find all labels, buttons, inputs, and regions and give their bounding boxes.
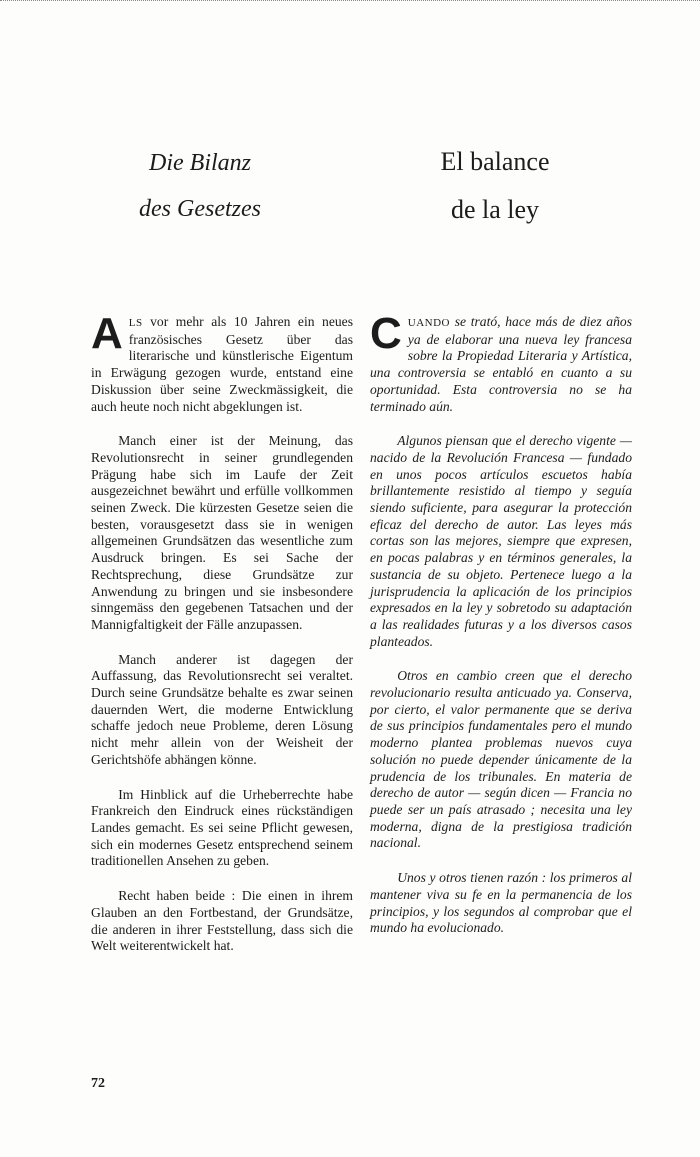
top-rule — [0, 0, 700, 3]
german-paragraph-1 — [91, 309, 353, 415]
german-lead-word: LS — [128, 317, 143, 329]
german-dropcap: A — [91, 309, 123, 358]
page-number: 72 — [91, 1076, 105, 1091]
spanish-lead-word: UANDO — [407, 317, 451, 329]
spanish-paragraph-1 — [370, 309, 632, 415]
german-column — [91, 309, 353, 973]
spanish-paragraph-3: Otros en cambio creen que el derecho revolucionario resulta anticuado ya. Conserva, por cierto, el valor permanente que se deriva de sus principios fundamentales pero el mundo moderno plantea problemas nuevos cuya solución no puede depender únicamente de la prudencia de los tribunales. En materia de derecho de autor — según dicen — Francia no puede ser un país atrasado ; necesita una ley moderna, digna de la prestigiosa tradición nacional. — [370, 668, 632, 851]
german-paragraph-3: Manch anderer ist dagegen der Auffassung, das Revolutionsrecht sei veraltet. Durch seine Grundsätze behalte es zwar seinen dauernden Wert, die moderne Entwicklung schaffe jedoch neue Probleme, deren Lösung nicht mehr allein von der Weisheit der Gerichtshöfe abhängen könne. — [91, 651, 353, 767]
spanish-paragraph-4: Unos y otros tienen razón : los primeros al mantener viva su fe en la permanencia de los principios, y los segundos al comprobar que el mundo ha evolucionado. — [370, 870, 632, 936]
spanish-title — [400, 138, 590, 234]
german-paragraph-4: Im Hinblick auf die Urheberrechte habe Frankreich den Eindruck eines rückständigen Landes gemacht. Es sei seine Pflicht gewesen, sich ein modernes Gesetz entsprechend seinem traditionellen Ansehen zu geben. — [91, 786, 353, 869]
german-title — [100, 140, 300, 232]
german-paragraph-1-text: vor mehr als 10 Jahren ein neues französisches Gesetz über das literarische und künstlerische Eigentum in Erwägung gezogen wurde, entstand eine Diskussion über seine Zweckmässigkeit, die auch heute noch nicht abgeklungen ist. — [91, 314, 353, 414]
spanish-dropcap: C — [370, 309, 402, 358]
spanish-title-line1: El balance — [440, 147, 550, 176]
spanish-paragraph-2: Algunos piensan que el derecho vigente — nacido de la Revolución Francesa — fundado en unos pocos artículos escuetos había brillantemente resistido al tiempo y seguía siendo suficiente, para asegurar la protección eficaz del derecho de autor. Las leyes más cortas son las mejores, siempre que expresen, en pocas palabras y en términos generales, la sustancia de su objeto. Pertenece luego a la jurisprudencia la aplicación de los principios expresados en la ley y sobretodo su adaptación a las realidades futuras y a los diversos casos planteados. — [370, 433, 632, 649]
german-paragraph-2: Manch einer ist der Meinung, das Revolutionsrecht in seiner grundlegenden Prägung habe sich im Laufe der Zeit ausgezeichnet bewährt und erfülle vollkommen seinen Zweck. Die kürzesten Gesetze seien die besten, vorausgesetzt dass sie in wenigen allgemeinen Grundsätzen das wesentliche zum Ausdruck bringen. Es sei Sache der Rechtsprechung, diese Grundsätze zur Anwendung zu bringen und sie insbesondere sinngemäss den gegebenen Tatsachen und der Mannigfaltigkeit der Fälle anzupassen. — [91, 433, 353, 632]
german-title-line2: des Gesetzes — [139, 196, 261, 222]
spanish-column — [370, 309, 632, 955]
spanish-paragraph-1-text: se trató, hace más de diez años ya de elaborar una nueva ley francesa sobre la Propiedad Literaria y Artística, una controversia se entabló en cuanto a su oportunidad. Esta controversia no se ha terminado aún. — [370, 314, 632, 414]
german-paragraph-5: Recht haben beide : Die einen in ihrem Glauben an den Fortbestand, der Grundsätze, die anderen in ihrer Feststellung, dass sich die Welt weiterentwickelt hat. — [91, 888, 353, 954]
german-title-line1: Die Bilanz — [149, 150, 251, 176]
spanish-title-line2: de la ley — [450, 195, 540, 224]
